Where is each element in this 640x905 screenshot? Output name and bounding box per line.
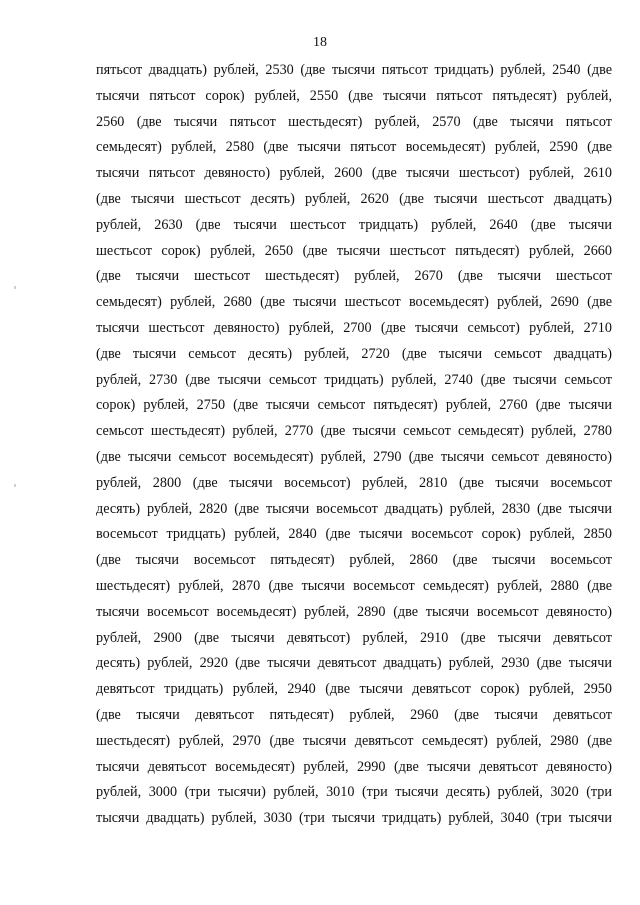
text-line: шестьсот сорок) рублей, 2650 (две тысячи шестьсот пятьдесят) рублей, 2660 bbox=[96, 242, 612, 259]
text-line: тысячи шестьсот девяносто) рублей, 2700 (две тысячи семьсот) рублей, 2710 bbox=[96, 319, 612, 336]
text-line: шестьдесят) рублей, 2870 (две тысячи восемьсот семьдесят) рублей, 2880 (две bbox=[96, 577, 612, 594]
text-line: семьдесят) рублей, 2680 (две тысячи шестьсот восемьдесят) рублей, 2690 (две bbox=[96, 294, 612, 311]
text-line: восемьсот тридцать) рублей, 2840 (две тысячи восемьсот сорок) рублей, 2850 bbox=[96, 526, 612, 543]
text-line: (две тысячи семьсот десять) рублей, 2720 (две тысячи семьсот двадцать) bbox=[96, 345, 612, 362]
text-line: тысячи девятьсот восемьдесят) рублей, 2990 (две тысячи девятьсот девяносто) bbox=[96, 758, 612, 775]
text-line: (две тысячи шестьсот шестьдесят) рублей, 2670 (две тысячи шестьсот bbox=[96, 268, 612, 285]
text-line: семьдесят) рублей, 2580 (две тысячи пятьсот восемьдесят) рублей, 2590 (две bbox=[96, 139, 612, 156]
text-line: десять) рублей, 2920 (две тысячи девятьсот двадцать) рублей, 2930 (две тысячи bbox=[96, 655, 612, 672]
text-line: тысячи восемьсот восемьдесят) рублей, 2890 (две тысячи восемьсот девяносто) bbox=[96, 603, 612, 620]
text-line: девятьсот тридцать) рублей, 2940 (две тысячи девятьсот сорок) рублей, 2950 bbox=[96, 681, 612, 698]
text-line: (две тысячи семьсот восемьдесят) рублей, 2790 (две тысячи семьсот девяносто) bbox=[96, 448, 612, 465]
text-line: десять) рублей, 2820 (две тысячи восемьсот двадцать) рублей, 2830 (две тысячи bbox=[96, 500, 612, 517]
body-text bbox=[96, 58, 612, 832]
text-line: тысячи двадцать) рублей, 3030 (три тысячи тридцать) рублей, 3040 (три тысячи bbox=[96, 810, 612, 827]
text-line: рублей, 2900 (две тысячи девятьсот) рублей, 2910 (две тысячи девятьсот bbox=[96, 629, 612, 646]
scan-artifact bbox=[14, 484, 16, 487]
text-line: тысячи пятьсот сорок) рублей, 2550 (две тысячи пятьсот пятьдесят) рублей, bbox=[96, 87, 612, 104]
text-line: рублей, 2730 (две тысячи семьсот тридцать) рублей, 2740 (две тысячи семьсот bbox=[96, 371, 612, 388]
text-line: (две тысячи девятьсот пятьдесят) рублей, 2960 (две тысячи девятьсот bbox=[96, 706, 612, 723]
scan-artifact bbox=[14, 286, 16, 289]
page-number: 18 bbox=[313, 35, 327, 50]
text-line: (две тысячи шестьсот десять) рублей, 2620 (две тысячи шестьсот двадцать) bbox=[96, 190, 612, 207]
text-line: (две тысячи восемьсот пятьдесят) рублей, 2860 (две тысячи восемьсот bbox=[96, 552, 612, 569]
text-line: пятьсот двадцать) рублей, 2530 (две тысячи пятьсот тридцать) рублей, 2540 (две bbox=[96, 62, 612, 78]
text-line: тысячи пятьсот девяносто) рублей, 2600 (две тысячи шестьсот) рублей, 2610 bbox=[96, 165, 612, 182]
text-line: шестьдесят) рублей, 2970 (две тысячи девятьсот семьдесят) рублей, 2980 (две bbox=[96, 732, 612, 749]
text-line: семьсот шестьдесят) рублей, 2770 (две тысячи семьсот семьдесят) рублей, 2780 bbox=[96, 423, 612, 440]
text-line: рублей, 3000 (три тысячи) рублей, 3010 (три тысячи десять) рублей, 3020 (три bbox=[96, 784, 612, 801]
text-line: 2560 (две тысячи пятьсот шестьдесят) рублей, 2570 (две тысячи пятьсот bbox=[96, 113, 612, 130]
text-line: рублей, 2630 (две тысячи шестьсот тридцать) рублей, 2640 (две тысячи bbox=[96, 216, 612, 233]
text-line: сорок) рублей, 2750 (две тысячи семьсот пятьдесят) рублей, 2760 (две тысячи bbox=[96, 397, 612, 414]
text-line: рублей, 2800 (две тысячи восемьсот) рублей, 2810 (две тысячи восемьсот bbox=[96, 474, 612, 491]
